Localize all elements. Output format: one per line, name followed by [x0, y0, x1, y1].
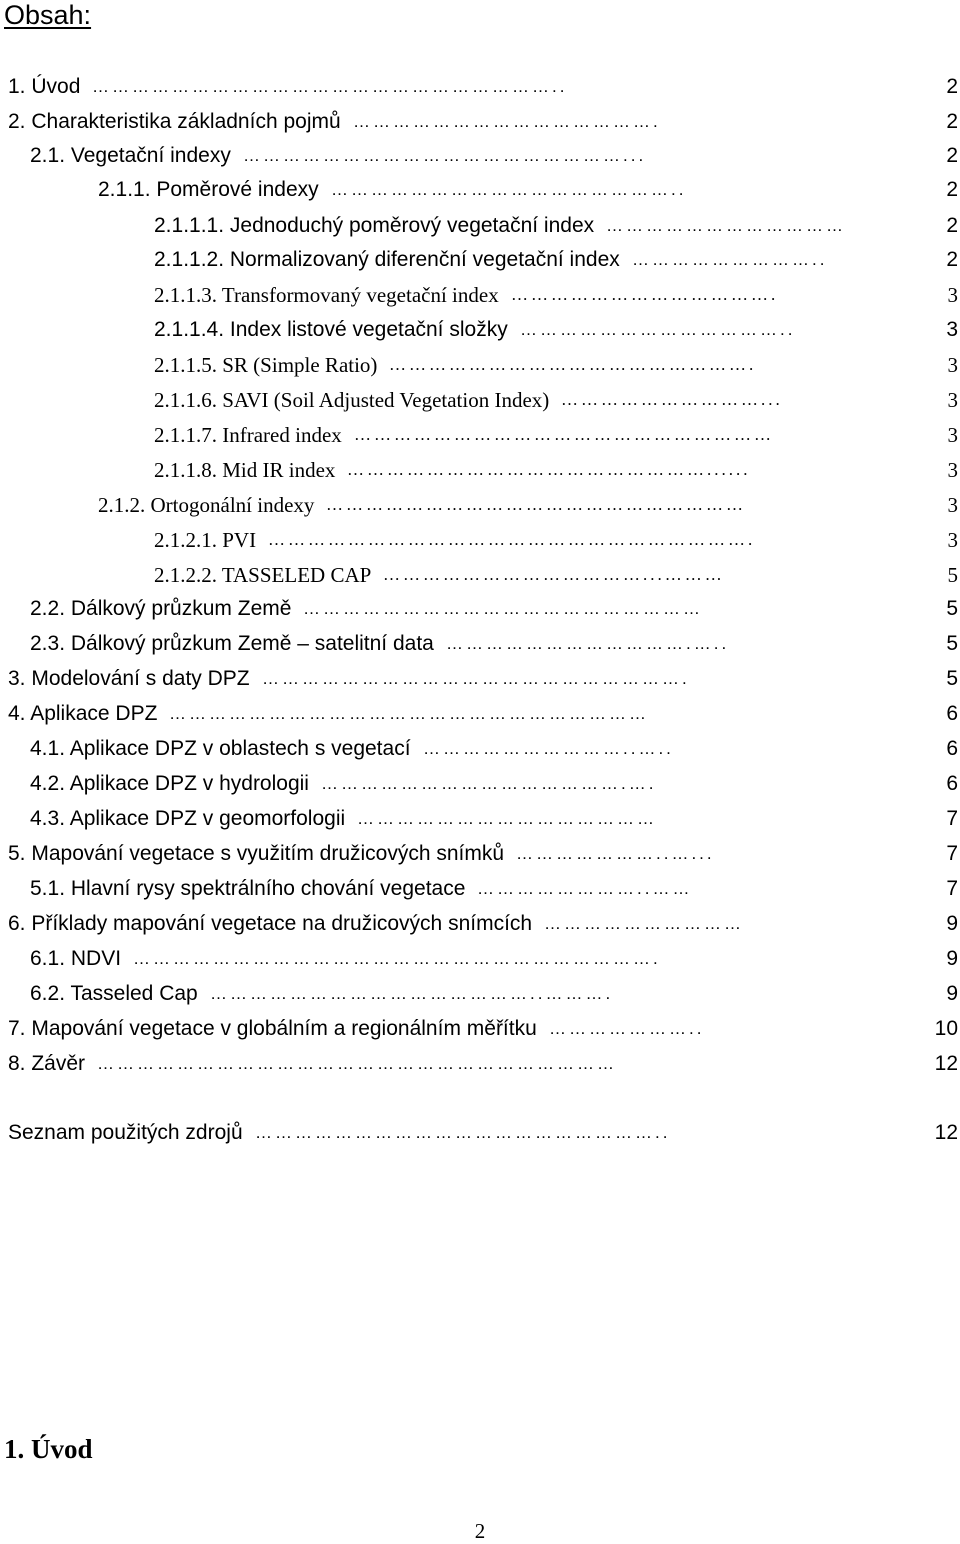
toc-entry-label: 1. Úvod [8, 75, 81, 98]
toc-entry-label: 2.1.1.7. Infrared index [154, 423, 342, 447]
toc-entry[interactable] [30, 732, 958, 766]
toc-entry[interactable] [30, 942, 958, 976]
toc-entry-label: 4. Aplikace DPZ [8, 702, 158, 725]
toc-entry-page: 2 [946, 178, 958, 201]
toc-entry-leader: ………………………………………………………. [262, 669, 690, 688]
toc-entry-leader: …………………………..….. [423, 739, 674, 758]
toc-entry-page: 5 [946, 632, 958, 655]
toc-entry-page: 12 [934, 1121, 958, 1144]
page-number: 2 [474, 1519, 486, 1543]
toc-entry-label: Seznam použitých zdrojů [8, 1121, 243, 1144]
toc-entry-leader: ……………………….. [632, 250, 828, 269]
toc-entry-label: 2.1.1.4. Index listové vegetační složky [154, 318, 508, 341]
toc-entry[interactable] [30, 977, 958, 1011]
toc-entry[interactable] [8, 1012, 958, 1046]
toc-entry-leader: …………………………………………….. [331, 180, 687, 199]
toc-entry-label: 4.2. Aplikace DPZ v hydrologii [30, 772, 309, 795]
toc-entry-leader: …………………..…... [516, 844, 715, 863]
toc-entry-label: 2. Charakteristika základních pojmů [8, 110, 341, 133]
toc-entry[interactable] [8, 70, 958, 104]
toc-entry-label: 8. Závěr [8, 1052, 86, 1075]
toc-entry-page: 7 [946, 842, 958, 865]
toc-entry-leader: …………………………………………………… [303, 599, 703, 618]
toc-entry-label: 2.1.1.3. Transformovaný vegetační index [154, 283, 499, 307]
toc-entry-label: 2.1.1. Poměrové indexy [98, 178, 319, 201]
toc-entry-page: 7 [946, 877, 958, 900]
toc-entry-page: 2 [946, 144, 958, 167]
toc-entry[interactable] [8, 662, 958, 696]
toc-entry-leader: ………………………… [544, 914, 744, 933]
toc-entry-leader: …………………………………………..………. [210, 984, 614, 1003]
toc-entry[interactable] [154, 209, 958, 243]
toc-entry[interactable] [8, 697, 958, 731]
toc-entry[interactable] [154, 348, 958, 382]
toc-entry-label: 2.3. Dálkový průzkum Země – satelitní data [30, 632, 434, 655]
toc-entry[interactable] [30, 592, 958, 626]
toc-entry-page: 7 [946, 807, 958, 830]
toc-entry-leader: ……………………………………………………… [326, 495, 746, 514]
toc-entry-leader: ………………….. [549, 1019, 705, 1038]
toc-entry-page: 12 [934, 1052, 958, 1075]
toc-entry[interactable] [8, 837, 958, 871]
toc-entry-page: 10 [934, 1017, 958, 1040]
toc-entry[interactable] [30, 139, 958, 173]
toc-entry-page: 5 [947, 563, 958, 587]
toc-entry-label: 5. Mapování vegetace s využitím družicových snímků [8, 842, 505, 865]
toc-entry[interactable] [8, 1047, 958, 1081]
toc-entry-page: 3 [947, 353, 958, 377]
toc-entry[interactable] [154, 453, 958, 487]
toc-entry-leader: ……………………………………… [357, 809, 657, 828]
toc-entry-leader: …………………………... [561, 390, 783, 409]
toc-entry-label: 2.1.2.2. TASSELED CAP [154, 563, 372, 587]
toc-entry-page: 9 [946, 912, 958, 935]
toc-entry-page: 2 [946, 248, 958, 271]
toc-entry-label: 2.1.1.1. Jednoduchý poměrový vegetační index [154, 214, 595, 237]
toc-entry-leader: …………………………………………………….. [255, 1123, 671, 1142]
toc-entry-label: 6. Příklady mapování vegetace na družicových snímcích [8, 912, 533, 935]
toc-entry-leader: ……………………………….….. [446, 634, 730, 653]
toc-entry-page: 6 [946, 772, 958, 795]
toc-entry-page: 2 [946, 75, 958, 98]
toc-entry-leader: ………………………………………. [353, 112, 661, 131]
toc-entry-page: 3 [947, 528, 958, 552]
toc-entry-label: 6.2. Tasseled Cap [30, 982, 198, 1005]
toc-entry-label: 2.1.1.6. SAVI (Soil Adjusted Vegetation Index) [154, 388, 550, 412]
toc-entry-page: 3 [947, 423, 958, 447]
toc-entry-page: 9 [946, 947, 958, 970]
section-title: 1. Úvod [4, 1434, 93, 1464]
toc-entry-page: 2 [946, 110, 958, 133]
toc-entry-leader: ……………………………………………………… [354, 425, 774, 444]
toc-entry-leader: ……………………………………………………………… [169, 704, 649, 723]
toc-entry-leader: …………………………………...……… [383, 565, 725, 584]
toc-entry-page: 6 [946, 737, 958, 760]
toc-entry[interactable] [154, 383, 958, 417]
toc-entry[interactable] [8, 105, 958, 139]
toc-entry-page: 3 [947, 283, 958, 307]
toc-entry-page: 2 [946, 214, 958, 237]
toc-entry-leader: ……………………………………….…. [321, 774, 657, 793]
toc-entry-label: 2.1.2.1. PVI [154, 528, 257, 552]
toc-entry-label: 3. Modelování s daty DPZ [8, 667, 250, 690]
toc-entry-page: 3 [946, 318, 958, 341]
toc-entry[interactable] [154, 243, 958, 277]
toc-entry-label: 2.1. Vegetační indexy [30, 144, 231, 167]
toc-entry-leader: …………………………………………………………………… [97, 1054, 617, 1073]
toc-entry-label: 7. Mapování vegetace v globálním a regionálním měřítku [8, 1017, 537, 1040]
toc-entry[interactable] [154, 558, 958, 592]
toc-entry[interactable] [30, 627, 958, 661]
toc-entry[interactable] [154, 278, 958, 312]
toc-entry-page: 5 [946, 597, 958, 620]
toc-entry-label: 4.1. Aplikace DPZ v oblastech s vegetací [30, 737, 411, 760]
toc-entry-leader: ……………………………… [606, 216, 846, 235]
toc-entry-leader: ………………………………….. [520, 320, 796, 339]
toc-entry-page: 3 [947, 493, 958, 517]
toc-entry[interactable] [8, 907, 958, 941]
toc-entry-leader: ……………………..…… [477, 879, 693, 898]
toc-entry[interactable] [30, 802, 958, 836]
toc-entry-page: 6 [946, 702, 958, 725]
toc-entry-leader: …………………………………………………………….. [92, 77, 568, 96]
toc-entry-label: 5.1. Hlavní rysy spektrálního chování vegetace [30, 877, 466, 900]
toc-entry-leader: ……………………………………………………………………. [133, 949, 661, 968]
toc-entry[interactable] [8, 1116, 958, 1150]
toc-entry[interactable] [154, 418, 958, 452]
toc-entry[interactable] [154, 523, 958, 557]
toc-entry[interactable] [30, 767, 958, 801]
toc-entry-label: 2.1.1.8. Mid IR index [154, 458, 336, 482]
toc-entry-label: 4.3. Aplikace DPZ v geomorfologii [30, 807, 346, 830]
toc-entry-leader: ………………………………………………………………. [268, 530, 756, 549]
toc-entry[interactable] [98, 173, 958, 207]
toc-entry-page: 3 [947, 388, 958, 412]
toc-entry-leader: …………………………………. [511, 285, 779, 304]
toc-entry-leader: ………………………………………………...... [347, 460, 751, 479]
toc-entry-label: 2.1.1.2. Normalizovaný diferenční vegetační index [154, 248, 620, 271]
toc-entry-label: 2.2. Dálkový průzkum Země [30, 597, 292, 620]
toc-entry[interactable] [154, 313, 958, 347]
toc-entry-label: 6.1. NDVI [30, 947, 122, 970]
toc-entry-leader: ………………………………………………. [389, 355, 757, 374]
toc-entry-leader: …………………………………………………... [243, 146, 647, 165]
toc-heading: Obsah: [4, 0, 92, 30]
toc-entry-page: 5 [946, 667, 958, 690]
toc-entry-page: 9 [946, 982, 958, 1005]
toc-entry-label: 2.1.1.5. SR (Simple Ratio) [154, 353, 378, 377]
toc-entry[interactable] [98, 488, 958, 522]
toc-entry[interactable] [30, 872, 958, 906]
toc-entry-label: 2.1.2. Ortogonální indexy [98, 493, 315, 517]
toc-entry-page: 3 [947, 458, 958, 482]
